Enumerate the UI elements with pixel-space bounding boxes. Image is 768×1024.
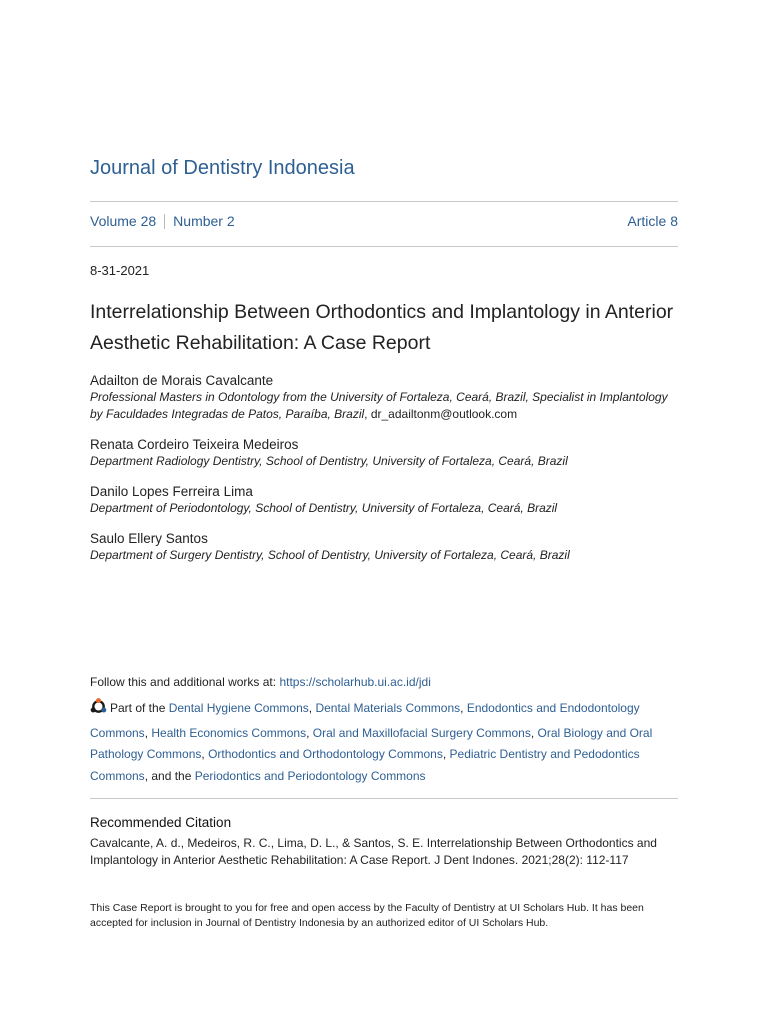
commons-link-endodontics[interactable]: Endodontics and Endodontology Commons [90, 701, 640, 740]
commons-link-orthodontics[interactable]: Orthodontics and Orthodontology Commons [208, 747, 443, 761]
issue-separator [164, 214, 165, 229]
author-name: Saulo Ellery Santos [90, 531, 208, 546]
author-email: , dr_adailtonm@outlook.com [364, 407, 518, 421]
affiliation-text: Professional Masters in Odontology from the University of Fortaleza, Ceará, Brazil, Specialist in Implantology by Faculdades Integradas de Patos, Paraíba, Brazil [90, 390, 668, 421]
comma: , [442, 747, 450, 761]
comma: , [460, 701, 467, 715]
comma: , [144, 725, 152, 740]
issue-row [90, 213, 678, 229]
comma: , [201, 747, 209, 761]
author-affiliation [90, 389, 680, 423]
journal-title[interactable]: Journal of Dentistry Indonesia [90, 157, 355, 179]
publication-date: 8-31-2021 [90, 263, 150, 278]
author-item [90, 483, 680, 517]
author-name: Adailton de Morais Cavalcante [90, 373, 274, 388]
part-of-commons [90, 698, 682, 787]
comma: , [306, 725, 313, 740]
network-commons-icon [90, 698, 107, 723]
author-item [90, 372, 680, 423]
part-of-prefix: Part of the [110, 701, 169, 715]
follow-label: Follow this and additional works at: [90, 675, 280, 689]
author-name: Danilo Lopes Ferreira Lima [90, 484, 253, 499]
author-affiliation: Department of Surgery Dentistry, School of Dentistry, University of Fortaleza, Ceará, Brazil [90, 548, 570, 562]
article-link[interactable]: Article 8 [627, 213, 678, 229]
commons-link-health-economics[interactable]: Health Economics Commons [151, 725, 307, 740]
author-affiliation: Department Radiology Dentistry, School of Dentistry, University of Fortaleza, Ceará, Brazil [90, 454, 568, 468]
header-divider-bottom [90, 246, 678, 247]
commons-link-pediatric-dentistry[interactable]: Pediatric Dentistry and Pedodontics Commons [90, 747, 640, 783]
header-divider-top [90, 201, 678, 202]
author-affiliation: Department of Periodontology, School of Dentistry, University of Fortaleza, Ceará, Brazil [90, 501, 558, 515]
citation-text: Cavalcante, A. d., Medeiros, R. C., Lima, D. L., & Santos, S. E. Interrelationship Between Orthodontics and Implantology in Anterior Aesthetic Rehabilitation: A Case Report. J Dent Indones. 2021;28(2): 112-117 [90, 836, 657, 867]
comma: , [308, 701, 316, 715]
comma: , [530, 725, 538, 740]
and-the-text: , and the [144, 768, 195, 783]
commons-link-periodontics[interactable]: Periodontics and Periodontology Commons [194, 768, 426, 783]
access-statement: This Case Report is brought to you for free and open access by the Faculty of Dentistry at UI Scholars Hub. It has been accepted for inclusion in Journal of Dentistry Indonesia by an authorized editor of UI Scholars Hub. [90, 902, 644, 929]
author-list [90, 372, 680, 577]
article-title: Interrelationship Between Orthodontics and Implantology in Anterior Aesthetic Rehabilitation: A Case Report [90, 301, 674, 354]
commons-link-oral-maxillofacial[interactable]: Oral and Maxillofacial Surgery Commons [312, 725, 531, 740]
citation-divider [90, 798, 678, 799]
number-link[interactable]: Number 2 [173, 213, 235, 229]
follow-line [90, 675, 431, 689]
commons-link-oral-biology[interactable]: Oral Biology and Oral Pathology Commons [90, 725, 653, 761]
volume-link[interactable]: Volume 28 [90, 213, 157, 229]
commons-link-dental-materials[interactable]: Dental Materials Commons [315, 701, 461, 715]
commons-link-dental-hygiene[interactable]: Dental Hygiene Commons [168, 701, 309, 715]
recommended-citation-heading: Recommended Citation [90, 815, 232, 830]
author-item [90, 530, 680, 564]
author-item [90, 436, 680, 470]
author-name: Renata Cordeiro Teixeira Medeiros [90, 437, 299, 452]
follow-url-link[interactable]: https://scholarhub.ui.ac.id/jdi [279, 675, 431, 689]
